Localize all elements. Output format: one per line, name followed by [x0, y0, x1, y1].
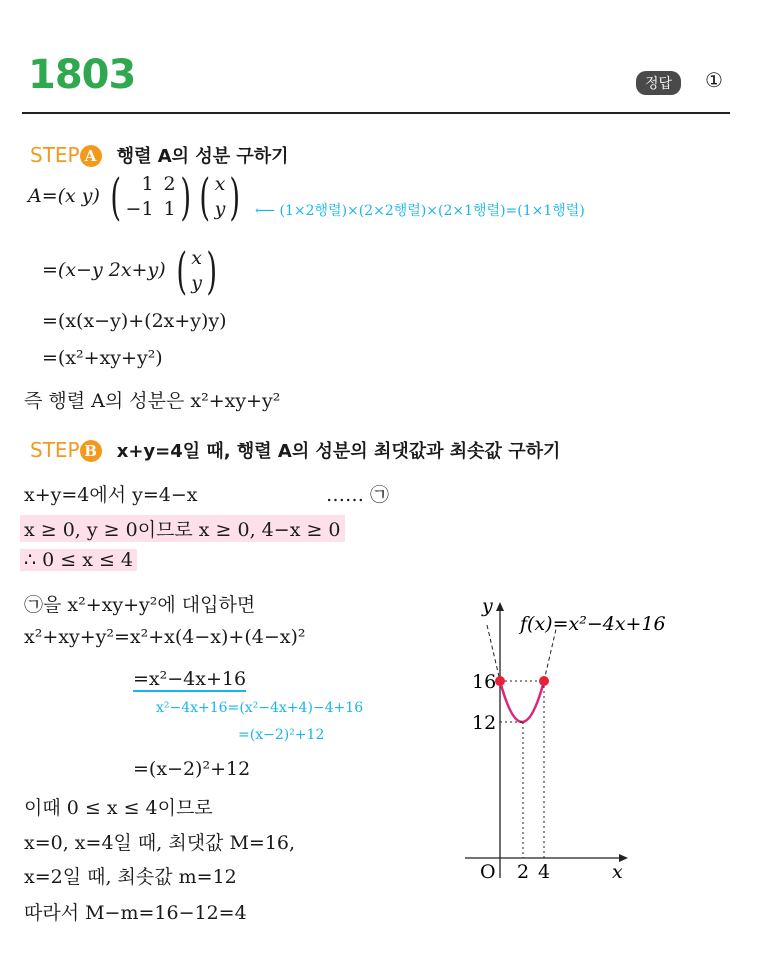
step-a-conclusion: 즉 행렬 A의 성분은 x²+xy+y²	[24, 390, 281, 412]
b-line: x=0, x=4일 때, 최댓값 M=16,	[24, 832, 296, 854]
origin-label: O	[480, 861, 496, 883]
function-label: f(x)=x²−4x+16	[520, 613, 666, 635]
y-axis-arrow	[496, 602, 504, 611]
b-line: =(x−2)²+12	[133, 758, 251, 780]
step-a-line3: =(x(x−y)+(2x+y)y)	[42, 310, 227, 332]
y-axis-label: y	[482, 595, 493, 617]
y-tick: 16	[472, 671, 497, 693]
b-line-highlight: ∴ 0 ≤ x ≤ 4	[20, 549, 137, 571]
answer-badge: 정답	[636, 71, 681, 95]
complete-square-note: x²−4x+16=(x²−4x+4)−4+16	[156, 700, 364, 716]
step-b-header: STEP B x+y=4일 때, 행렬 A의 성분의 최댓값과 최솟값 구하기	[30, 438, 561, 462]
b-line: ㉠을 x²+xy+y²에 대입하면	[24, 594, 256, 616]
x-tick: 2	[517, 861, 530, 883]
b-line: x+y=4에서 y=4−x	[24, 484, 198, 506]
parabola-curve	[500, 681, 544, 722]
b-line: 이때 0 ≤ x ≤ 4이므로	[24, 797, 213, 819]
b-line: =x²−4x+16	[133, 668, 247, 690]
step-a-line4: =(x²+xy+y²)	[42, 347, 163, 369]
y-tick: 12	[472, 712, 497, 734]
vector: ( x y )	[199, 168, 241, 226]
step-a-header: STEP A 행렬 A의 성분 구하기	[30, 143, 289, 167]
point-max-right	[539, 676, 549, 686]
complete-square-note: =(x−2)²+12	[238, 727, 325, 743]
point-max-left	[495, 676, 505, 686]
b-line: 따라서 M−m=16−12=4	[24, 902, 247, 924]
matrix: ( 1 2 −1 1 )	[110, 168, 191, 226]
step-a-line1: A=(x y) ( 1 2 −1 1 ) ( x y )	[28, 172, 245, 222]
arrow-left-icon: ⟵	[255, 203, 280, 219]
answer-value: ①	[705, 68, 723, 92]
b-line: x²+xy+y²=x²+x(4−x)+(4−x)²	[24, 626, 306, 648]
x-tick: 4	[538, 861, 551, 883]
step-a-line2: =(x−y 2x+y) ( x y )	[42, 242, 218, 300]
size-note: ⟵ (1×2행렬)×(2×2행렬)×(2×1행렬)=(1×1행렬)	[255, 203, 585, 219]
b-line: x=2일 때, 최솟값 m=12	[24, 866, 237, 888]
x-axis-label: x	[612, 861, 623, 883]
b-line-highlight: x ≥ 0, y ≥ 0이므로 x ≥ 0, 4−x ≥ 0	[20, 515, 345, 542]
problem-number: 1803	[28, 52, 136, 98]
ref-mark: …… ㉠	[326, 484, 390, 506]
